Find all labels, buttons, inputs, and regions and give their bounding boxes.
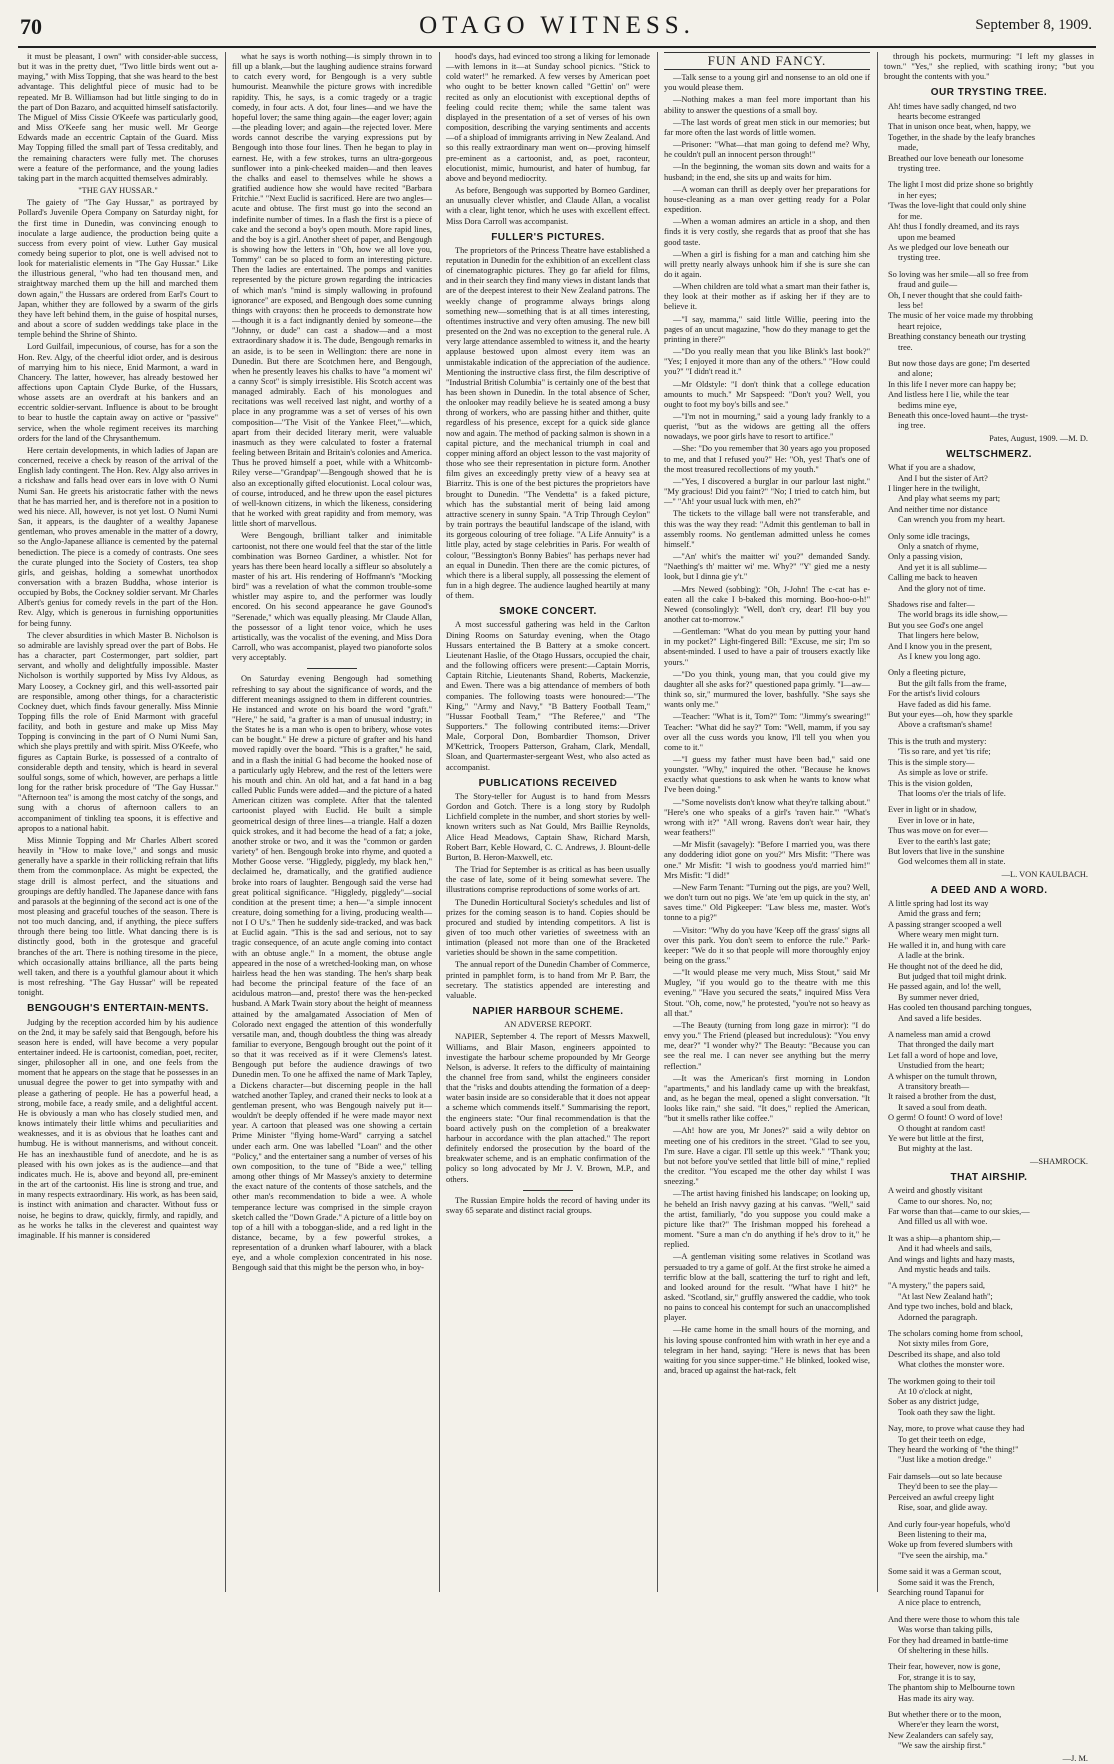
poem-line: bedims mine eye, <box>898 400 957 410</box>
column-rule <box>657 52 658 1592</box>
joke-item: —Mr Oldstyle: "I don't think that a college education amounts to much." Mr Sapspeed: "Don't you? Well, you ought to foot my boy's bills and see." <box>664 379 870 409</box>
section-heading: NAPIER HARBOUR SCHEME. <box>472 1006 624 1018</box>
poem-line: What clothes the monster wore. <box>898 1360 1005 1370</box>
poem-line: That thronged the daily mart <box>898 1040 994 1050</box>
poem-line: That looms o'er the trials of life. <box>898 788 1006 798</box>
poem-line: But your eyes—oh, how they sparkle <box>888 710 1013 720</box>
poem-weltschmerz <box>884 463 1094 868</box>
poem-line: Above a craftsman's shame! <box>898 720 993 730</box>
poem-line: This is the truth and mystery: <box>888 736 987 746</box>
article-paragraph: what he says is worth nothing—is simply thrown in to fill up a blank,—but the laughing audience strains forward to catch every word, for Bengough is a very subtle humourist. Meanwhile the picture grows with incredible rapidity. This, he says, is a comic tragedy or a tragic comedy, in four acts. A dot, four lines—and we have the hopeful lover; the same thing again—the eager lover; again—the pleading lover; and again—the rejected lover. Mere words cannot describe the varying expressions put by Bengough into those four lines. Then he began to play in earnest. He, with a few strokes, turns an ultra-gorgeous sunflower into a pink-cheeked maiden—and then leaves the chalks and easel to themselves while he shows a gratified audience how she would have recited "Barbara Fritchie." "Next Euclid is sacrificed. Here are two angles—acute and obtuse. The first must go into the second an indefinite number of times. In a flash the first is a piece of cake and the second a boy's open mouth. More rapid lines, and the boy is a girl. Another sheet of paper, and Bengough is showing how the letters in "Oh, how we all love you, Tommy" can be so placed to form an interesting picture. Then the ladies are entertained. The pomps and vanities represented by the picture grown regarding the intricacies of which man's "mind is simply wallowing in profound ignorance" are exposed, and Bengough does some cunning things with crayons: then he proceeds to demonstrate how—though it is a fact indignantly denied by someone—the "Johnny, or dude" can cast a shadow—and a most extraordinary shadow it is. The dude, Bengough remarks in an aside, is to be seen in Wellington: there are none in Dunedin. But there are Scotchmen here, and Bengough, when he presently leaves his chalks to have "a moment wi' a canny Scot" is simply irresistible. His Scotch accent was managed admirably. Each of his monologues and recitations was well received last night, and worthy of a place in any programme was a set of verses of his own composition—"The Visit of the Yankee Fleet,"—which, apart from their decided literary merit, were valuable inasmuch as they were calculated to foster a fraternal feeling between Britain and Britain's colonies and America. Thus he proved himself a poet, while with a Whitcomb-Riley verse—"Grandpap"—Bengough showed that he is also an exceptionally gifted elocutionist. Local colour was, of course, introduced, and he threw upon the easel pictures of well-known citizens, in which the likeness, considering that he worked with great rapidity and from memory, was little short of marvellous. <box>232 52 432 529</box>
poem-line: And filled us all with woe. <box>898 1217 988 1227</box>
article-paragraph: Judging by the reception accorded him by his audience on the 2nd, it may be safely said that Bengough, before his season here is ended, will have become a very popular entertainer indeed. He is cartoonist, comedian, poet, reciter, singer, philosopher all in one, and one feels from the moment that he appears on the stage that he possesses in an unusual degree the power to get into sympathy with and please a gathering of people. He has a powerful head, a strong, mobile face, a ready smile, and a delightful accent. He is obviously a man who has closely studied men, and knows intimately their little whims and peculiarities and weaknesses, and it is as obvious that he loathes cant and humbug. He is without mannerisms, and without conceit. He has an inexhaustible fund of anecdote, and he is as pleased with his own jokes as is the audience—and that indicates much. He is, above and beyond all, pre-eminent in the art of the cartoonist. His line is strong and true, and in many respects extraordinary. His work, as has been said, is instinct with animation and character. Without fuss or noise, he begins to draw, quickly, firmly, and rapidly, and as he works he talks in the cleverest and quaintest way imaginable. If his manner is considered <box>18 1017 218 1240</box>
poem-line: They'd been to see the play— <box>898 1482 998 1492</box>
poem-line: But judged that toil might drink. <box>898 971 1007 981</box>
poem-line: Some said it was a German scout, <box>888 1567 1002 1577</box>
section-heading: FULLER'S PICTURES. <box>491 231 605 243</box>
poem-signature: Pates, August, 1909. —M. D. <box>989 433 1088 443</box>
joke-item: —A woman can thrill as deeply over her preparations for house-cleaning as a man over getting ready for a Polar expedition. <box>664 184 870 215</box>
poem-line: "A mystery," the papers said, <box>888 1281 986 1291</box>
article-paragraph: The Russian Empire holds the record of having under its sway 65 separate and distinct racial groups. <box>446 1195 650 1215</box>
joke-item: —Ah! how are you, Mr Jones?" said a wily debtor on meeting one of his creditors in the street. "Glad to see you, I'm sure. Have a cigar. I'll settle up this week." "Thank you; but not before you've settled that little bill of mine," replied the creditor. "You escaped me the other day whilst I was sneezing." <box>664 1126 870 1187</box>
joke-item: —Mr Misfit (savagely): "Before I married you, was there any doddering idiot gone on you?" Mrs Misfit: "There was one." Mr Misfit: "I wish to goodness you'd married him!" Mrs Misfit: "I did!" <box>664 840 870 880</box>
poem-line: New Zealanders can safely say, <box>888 1730 994 1740</box>
article-paragraph: The Story-teller for August is to hand from Messrs Gordon and Gotch. There is a long story by Rudolph Lichfield complete in the number, and short stories by well-known writers such as Nat Gould, Mrs Baillie Reynolds, Alice Head Meadows, Captain Shaw, Richard Marsh, Robert Barr, Keble Howard, C. C. Andrews, J. Blount-delle Burton, B. Heron-Maxwell, etc. <box>446 791 650 862</box>
article-paragraph: The annual report of the Dunedin Chamber of Commerce, printed in pamphlet form, is to hand from Mr P. Barr, the secretary. The statistics appended are interesting and valuable. <box>446 960 650 1000</box>
poem-line: The workmen going to their toil <box>888 1376 996 1386</box>
poem-line: And I know you in the present, <box>888 641 992 651</box>
poem-line: And saved a life besides. <box>898 1013 982 1023</box>
poem-line: The light I most did prize shone so brightly <box>888 180 1034 190</box>
joke-item: —Teacher: "What is it, Tom?" Tom: "Jimmy's swearing!" Teacher: "What did he say?" Tom: "Well, mamm, if you say over all the cuss words you know, I'll tell you when you come to it." <box>664 712 870 752</box>
poem-line: Beneath this once-loved haunt—the tryst- <box>888 411 1029 420</box>
poem-line: Ah! times have sadly changed, nd two <box>888 101 1017 111</box>
poem-line: Ah! thus I fondly dreamed, and its rays <box>888 222 1020 232</box>
joke-item: —Nothing makes a man feel more important than his ability to answer the questions of a small boy. <box>664 95 870 115</box>
poem-deed-and-word <box>884 899 1094 1155</box>
poem-line: A nameless man amid a crowd <box>888 1029 991 1039</box>
poem-line: 'Tis so rare, and yet 'tis rife; <box>898 747 991 757</box>
article-paragraph: The proprietors of the Princess Theatre have established a reputation in Dunedin for the exhibition of an excellent class of cinematographic pictures. They go far afield for films, and in their search they find many views in distant lands that are of the deepest interest to their New Zealand patrons. The weekly change of programme always brings along something new—something that is at all times interesting, oftentimes instructive and very often amusing. The new bill presented on the 2nd was no exception to the general rule. A very large attendance assembled to witness it, and the hearty applause bestowed upon almost every item was an unmistakable indication of the appreciation of the audience. Mentioning the instructive class first, the film descriptive of "Industrial British Columbia" is certainly one of the best that has been shown in Dunedin. In the total absence of Scher, the onlooker may readily believe he is seated among a busy throng of workers, who are passing hither and thither, quite regardless of his presence, except for a quick side glance now and again. The method of packing salmon is shown in a capital picture, and the mechanical triumph in coal and copper mining afford an object lesson to the vast majority of those who see their representation in picture form. Another film gives an exceedingly pretty view of a heavy sea at Biarritz. This is one of the best pictures the proprietors have brought to Dunedin. "The Vendetta" is a faked picture, which has the substantial merit of being laid among attractive scenery in sunny Spain. "A Trip Through Ceylon" by train portrays the beautiful landscape of the island, with its gorgeous colouring of tree foliage. "A Life Annuity" is a little play, acted by stage celebrities in Paris. For wealth of colour, "Bessington's Bonny Babies" has perhaps never had an equal in Dunedin. Then there are the comic pictures, of which there is a liberal supply, all possessing the element of fun in a high degree. The audience laughed heartily at many of them. <box>446 245 650 601</box>
poem-line: And wings and lights and hazy masts, <box>888 1254 1015 1264</box>
poem-line: But now those days are gone; I'm deserted <box>888 358 1030 368</box>
poem-line: To get their teeth on edge, <box>898 1434 986 1444</box>
poem-that-airship <box>884 1186 1094 1752</box>
poem-line: A whisper on the tumult thrown, <box>888 1071 997 1081</box>
poem-line: But you see God's one angel <box>888 620 984 630</box>
joke-item: —A gentleman visiting some relatives in Scotland was persuaded to try a game of golf. At the first stroke he aimed a terrific blow at the ball, scattering the turf to right and left, and looked around for the result. "What have I hit?" he asked. "Scotland, sir," gruffly answered the caddie, who took no pains to conceal his contempt for such an unaccomplished player. <box>664 1252 870 1323</box>
article-paragraph: The Triad for September is as critical as has been usually the case of late, some of it being somewhat severe. The illustrations comprise reproductions of some works of art. <box>446 865 650 895</box>
section-subhead: AN ADVERSE REPORT. <box>504 1020 592 1030</box>
poem-line: Only a fleeting picture, <box>888 668 966 678</box>
poem-line: This is the simple story— <box>888 757 975 767</box>
poem-line: Ever to the earth's last gate; <box>898 836 991 846</box>
poem-line: tree. <box>898 342 913 352</box>
poem-line: Rise, soar, and glide away. <box>898 1503 988 1513</box>
article-paragraph: The clever absurdities in which Master B. Nicholson is so admirable are lavishly spread over the part of Bobs. He has a character, part Costermonger, part soldier, part servant, and wholly and delightfully impossible. Master Nicholson is worthily supported by Miss Ivy Aldous, as Mary Loosey, a Cockney girl, and this well-assorted pair are responsible, among other things, for a characteristic Cockney duet, which finds favour generally. Miss Minnie Topping fills the role of Enid Marmont with graceful facility, and both in gesture and make up Miss May Topping is convincing in the part of O Numi Numi San, which she plays prettily and with spirit. Miss O'Keefe, who figures as Captain Burke, is possessed of a contralto of considerable depth and tensity, which is heard in several soulful songs, some of which, however, are perhaps a little long for the rather brisk procedure of "The Gay Hussar." "Afternoon tea" is among the most catchy of the songs, and sung with a chorus of afternoon callers to an accompaniment of tinkling tea spoons, it is effective and apropos to a national habit. <box>18 630 218 833</box>
poem-line: But whether there or to the moon, <box>888 1710 1002 1719</box>
article-paragraph: Lord Guilfail, impecunious, of course, has for a son the Hon. Rev. Algy, of the cheerful idiot order, and is desirous of marrying him to his niece, Enid Marmont, a ward in Chancery. The latter, however, has already bestowed her affections upon Captain Clyde Burke, of the Hussars, whose assets are an overdraft at his bankers and an eccentric soldier-servant. Influence is about to be brought to bear to hustle the captain away on active or "passive" service, when the whole regiment receives its marching orders for the land of the Chrysanthemum. <box>18 342 218 443</box>
poem-line: heart rejoice, <box>898 321 942 331</box>
poem-trysting-tree <box>884 102 1094 432</box>
page-number: 70 <box>20 14 42 39</box>
poem-line: A ladle at the brink. <box>898 951 965 961</box>
joke-item: —Gentleman: "What do you mean by putting your hand in my pocket?" Light-fingered Bill: "Excuse, me sir; I'm so absent-minded. I used to have a pair of trousers exactly like yours." <box>664 627 870 667</box>
article-paragraph: As before, Bengough was supported by Borneo Gardiner, an unusually clever whistler, and Claude Allan, a vocalist with a clear, light tenor, which he uses with excellent effect. Miss Dora Carroll was accompanist. <box>446 186 650 226</box>
poem-line: But the gilt falls from the frame, <box>898 678 1007 688</box>
poem-line: The world brags its idle show,— <box>898 610 1008 620</box>
poem-line: And mystic heads and tails. <box>898 1264 991 1274</box>
section-subhead: "THE GAY HUSSAR." <box>78 186 158 196</box>
poem-line: for me. <box>898 211 923 221</box>
column-2 <box>232 52 432 1592</box>
poem-line: Let fall a word of hope and love, <box>888 1050 998 1060</box>
poem-line: Searching round Tapanui for <box>888 1587 984 1597</box>
column-rule <box>877 52 878 1592</box>
poem-line: The scholars coming home from school, <box>888 1329 1023 1338</box>
column-rule <box>225 52 226 1592</box>
poem-line: fraud and guile— <box>898 280 958 290</box>
poem-line: It saved a soul from death. <box>898 1102 987 1112</box>
joke-item: —"Do you think, young man, that you could give my daughter all she asks for?" questioned papa grimly. "I—aw—think so, sir," murmured the lover, bashfully. "She says she wants only me." <box>664 669 870 710</box>
poem-line: But mighty at the last. <box>898 1144 973 1154</box>
poem-line: For the artist's livid colours <box>888 689 980 699</box>
poem-line: Calling me back to heaven <box>888 573 978 583</box>
joke-item: —"I'm not in mourning," said a young lady frankly to a querist, "but as the widows are getting all the offers nowadays, we poor girls have to resort to artifice." <box>664 412 870 442</box>
poem-line: "At last New Zealand hath"; <box>898 1291 993 1301</box>
poem-line: O thought at random cast! <box>898 1123 986 1133</box>
poem-line: Where'er they learn the worst, <box>898 1720 999 1730</box>
column-3 <box>446 52 650 1592</box>
poem-line: And play what seems my part; <box>898 494 1001 504</box>
poem-line: It raised a brother from the dust, <box>888 1092 997 1102</box>
joke-item: —The Beauty (turning from long gaze in mirror): "I do envy you." The Friend (pleased but incredulous): "You envy me, dear?" "I wonder why?" The Beauty: "Because you can see the real me. I can never see anything but the merry reflection." <box>664 1020 870 1071</box>
column-1 <box>18 52 218 1592</box>
poem-line: For they had dreamed in battle-time <box>888 1635 1009 1645</box>
poem-title: WELTSCHMERZ. <box>946 448 1032 460</box>
poem-line: Thus was move on for ever— <box>888 826 988 836</box>
poem-signature: —J. M. <box>1062 1753 1088 1763</box>
poem-line: Their fear, however, now is gone, <box>888 1662 1001 1672</box>
poem-line: And listless here I lie, while the tear <box>888 390 1009 400</box>
poem-line: This is the vision golden, <box>888 778 973 788</box>
joke-item: —"Yes, I discovered a burglar in our parlour last night." "My gracious! Did you faint?" "No; I tried to catch him, but—" "Ah! your usual luck with men, eh?" <box>664 476 870 507</box>
newspaper-page <box>18 10 1096 1763</box>
poem-line: He passed again, and lo! the well, <box>888 982 1002 992</box>
poem-line: Where weary men might turn. <box>898 930 999 940</box>
joke-item: through his pockets, murmuring: "I left my glasses in town." "Yes," she replied, with scathing irony; "but you brought the contents with you." <box>884 52 1094 82</box>
poem-line: A little spring had lost its way <box>888 899 989 909</box>
poem-line: Came to our shores. No, no; <box>898 1196 993 1206</box>
poem-line: made, <box>898 143 919 153</box>
poem-line: Woke up from fevered slumbers with <box>888 1540 1013 1550</box>
article-paragraph: On Saturday evening Bengough had something refreshing to say about the significance of words, and the different meanings assigned to them in different countries. He instanced and wrote on his board the word "graft." "Here," he said, "a grafter is a man of unusual industry; in the States he is a man who is open to bribery, whose votes can be bought." He drew a picture of grafter and his hand moved rapidly over the board. "This is a grafter," he said, and in a flash the initial G had become the hooked nose of a particularly ugly Hebrew, and the rest of the letters were his mouth and chin. An old hat, and a fat hand in a bag called Public Funds were added—and the picture of a hated American citizen was complete. After that the talented cartoonist played with Euclid. He built a simple geometrical design of three lines—a triangle. Half a dozen quick strokes, and it had become the head of a fat; a joke, another stroke or two, and it was the "common or garden variety" of hen. Bengough broke into rhyme, and quoted a Mother Goose verse. "Higgledy, piggledy, my black hen," declaimed he, dramatically, and the gratified audience broke into roars of laughter. Bengough said the verse had great political significance. "Higgledy, piggledy"—social condition at the present time; a hen—"a simple innocent creature, doing something for a living, producing wealth—not I O U's." Then he suddenly side-tracked, and was back at Euclid again. "This is the sad and serious, not to say tragic consequence, of an acute angle coming into contact with an obtuse angle." In a moment, the obtuse angle appeared in the nose of a wretched-looking man, on whose hairless head the hen was standing. The hen's sharp beak had become the principal feature of the face of an acidulous matron—and, presto! there was the hen-pecked husband. A Mark Twain story about the height of meanness attained by the amalgamated Association of Men of Colorado next engaged the attention of this wonderfully versatile man, and, though doubtless the thing was already familiar to everyone, Bengough brought out the point of it so that it was received as if it were Clemens's latest. Bengough put before the audience drawings of two Dunedin men. To one he affixed the name of Mark Tapley, a Dickens character—but discerning people in the hall watched another Tapley, and craned their necks to look at a gentleman present, who was Bengough naively put it—wouldn't be deeply offended if he were made mayor next year. A cartoon that pleased was one showing a certain Prime Minister "flying home-Ward" carrying a satchel under each arm. One was labelled "Loan" and the other "Policy," and the entertainer sang a number of verses of his own composition, to the tune of "Bide a wee," telling among other things of Mr Massey's anxiety to determine the exact nature of the contents of those satchels, and the other man's recommendation to bide a wee. A whole temperance lecture was comprised in the simple crayon sketch called the "Down Grade." A picture of a little boy on top of a hill with a toboggan-slide, and a red light in the distance, became, by a few powerful strokes, a representation of a drunken wharf labourer, with a black eye, and a whole complexion concentrated in his nose. Bengough said that this might be the person who, in boy- <box>232 674 432 1273</box>
poem-line: And curly four-year hopefuls, who'd <box>888 1519 1011 1529</box>
poem-line: in her eyes; <box>898 190 937 200</box>
poem-line: Has cooled ten thousand parching tongues, <box>888 1003 1032 1013</box>
divider <box>307 668 357 669</box>
joke-item: —In the beginning, the woman sits down and waits for a husband; in the end, she sits up and waits for him. <box>664 162 870 182</box>
poem-line: And I but the sister of Art? <box>898 473 988 483</box>
joke-item: —New Farm Tenant: "Turning out the pigs, are you? Well, we don't turn out no pigs. We 'ate 'em up quick in the sty, an' saves time." Old Pigkeeper: "Law bless me, master. Wot's tonne to a pig?" <box>664 882 870 923</box>
joke-item: —When a woman admires an article in a shop, and then finds it is very costly, she regards that as proof that she has good taste. <box>664 217 870 247</box>
poem-line: Together, in the shade by the leafy branches <box>888 132 1035 142</box>
poem-line: Only some idle tracings, <box>888 531 970 541</box>
poem-line: As I knew you long ago. <box>898 652 981 662</box>
poem-line: Not sixty miles from Gore, <box>898 1339 989 1349</box>
poem-line: "I've seen the airship, ma." <box>898 1550 988 1560</box>
joke-item: —He came home in the small hours of the morning, and his loving spouse confronted him with wrath in her eye and a telegram in her hand, saying: "Here is news that has been waiting for you since supper-time." He blinked, looked wise, and, braced up against the hat-rack, felt <box>664 1325 870 1376</box>
poem-line: It was a ship—a phantom ship,— <box>888 1233 1001 1243</box>
poem-line: The music of her voice made my throbbing <box>888 311 1033 321</box>
joke-item: —When a girl is fishing for a man and catching him she will pretty nearly always unhook him if she is sure she can do it again. <box>664 249 870 279</box>
column-4 <box>664 52 870 1592</box>
joke-item: The tickets to the village ball were not transferable, and this was the way they read: "Admit this gentleman to ball in assembly rooms. No gentleman admitted unless he comes himself." <box>664 509 870 549</box>
poem-line: Took oath they saw the light. <box>898 1407 996 1417</box>
article-paragraph: it must be pleasant, I own" with consider-able success, but it was in the pretty duet, "Two little birds went out a-maying," with Miss Topping, that she was heard to the best advantage. This delightful piece of music had to be repeated. Mr B. Williamson had but little singing to do in the part of Don Bazaro, and acquitted himself satisfactorily. The Miguel of Miss Cissie O'Keefe was particularly good, and Miss O'Keefe sang her music well. Mr George Edwards made an eccentric Captain of the Guard. Miss May Topping filled the small part of Tessa creditably, and the remaining characters were fully met. The choruses were a feature of the performance, and the young ladies taking part in the march acquitted themselves admirably. <box>18 52 218 183</box>
poem-line: That lingers here below, <box>898 631 979 641</box>
poem-line: Shadows rise and falter— <box>888 600 975 609</box>
poem-line: Breathing constancy beneath our trysting <box>888 332 1026 342</box>
poem-line: O germ! O fount! O word of love! <box>888 1113 1003 1123</box>
poem-line: Unstudied from the heart; <box>898 1061 985 1071</box>
poem-line: He walled it in, and hung with care <box>888 940 1006 950</box>
joke-item: —Mrs Newed (sobbing): "Oh, J-John! The c-cat has e-eaten all the cake I b-baked this morning. Boo-hoo-o-h!" Newed (consolingly): "Well, don't cry, dear! I'll buy you another cat to-morrow." <box>664 584 870 624</box>
joke-item: —"I guess my father must have been bad," said one youngster. "Why," inquired the other. "Because he knows exactly what questions to ask when he wants to know what I've been doing." <box>664 755 870 795</box>
joke-item: —"It would please me very much, Miss Stout," said Mr Mugley, "if you would go to the theatre with me this evening." "Have you secured the seats," inquired Miss Vera Stout. "Oh, come, now," he protested, "you're not so heavy as all that." <box>664 968 870 1018</box>
joke-item: —It was the American's first morning in London "apartments," and his landlady came up with the breakfast, and, as he began the meal, opened a slight conversation. "It looks like rain," she said. "It does," replied the American, "but it smells rather like coffee." <box>664 1073 870 1124</box>
joke-item: —"Some novelists don't know what they're talking about." "Here's one who speaks of a girl's 'raven hair.'" "What's wrong with it?" "All wrong. Ravens don't wear hair, they wear feathers!" <box>664 797 870 838</box>
poem-line: God welcomes them all in state. <box>898 857 1006 867</box>
poem-line: 'Twas the love-light that could only shine <box>888 201 1027 211</box>
poem-line: Oh, I never thought that she could faith- <box>888 290 1023 300</box>
poem-line: Only a passing vision, <box>888 552 963 562</box>
poem-line: I linger here in the twilight, <box>888 483 981 493</box>
poem-line: A nice place to entrench, <box>898 1598 982 1608</box>
column-rule <box>439 52 440 1592</box>
poem-signature: —SHAMROCK. <box>1030 1156 1088 1166</box>
article-paragraph: A most successful gathering was held in the Carlton Dining Rooms on Saturday evening, when the Otago Hussars entertained the B Battery at a smoke concert. Lieutenant Haslie, of the Otago Hussars, occupied the chair, and the following officers were present:—Captain Morris, Captain Ritchie, Lieutenants Shand, Roberts, Mackenzie, and Ewen. There was a big attendance of members of both companies. The following toasts were honoured:—"The King," "Army and Navy," "B Battery Football Team," "Hussar Football Team," "The Referee," and "The Supporters." The following contributed items:—Driver Male, Corporal Don, Bombardier Thomson, Driver M'Kettrick, Troopers Patterson, Graham, Clark, Mendall, Sloan, and Quartermaster-sergeant West, who also acted as accompanist. <box>446 620 650 772</box>
joke-item: —"I say, mamma," said little Willie, peering into the pages of an uncut magazine, "how do they manage to get the printing in there?" <box>664 314 870 344</box>
poem-line: "We saw the airship first." <box>898 1741 986 1751</box>
poem-line: He thought not of the deed he did, <box>888 961 1003 971</box>
columns <box>18 52 1096 1763</box>
poem-line: As simple as love or strife. <box>898 768 988 778</box>
poem-title: THAT AIRSHIP. <box>950 1171 1028 1183</box>
poem-line: A weird and ghostly visitant <box>888 1186 983 1196</box>
joke-item: —"An' whit's the maitter wi' you?" demanded Sandy. "Naething's th' maitter wi' me. Why?" "Y' gied me a nesty look, but I dinna gie y't." <box>664 552 870 582</box>
poem-line: hearts become estranged <box>898 112 981 122</box>
poem-line: "Just like a motion dredge." <box>898 1455 992 1465</box>
article-paragraph: Here certain developments, in which ladies of Japan are concerned, receive a check by reason of the arrival of the English lady contingent. The Hon. Rev. Algy also arrives in a rickshaw and falls head over ears in love with O Numi Numi San. He greets his aristocratic father with the news that he has married her, and is therefore not in a position to wed his niece. All, however, is not yet lost. O Numi Numi San, it appears, is the daughter of a wealthy Japanese gentleman, who proves amenable in the matter of a dowry, so the Anglo-Japanese alliance is cemented by the paternal benediction. The piece is a comedy of contrasts. One sees the curate plunged into the Society of Costers, tea shop girls, and geishas, holding a somewhat unorthodox conversation with a brazen Buddha, whose interior is occupied by Bobs, the Cockney soldier servant. Mr Charles Albert's genius for comedy revels in the part of the Hon. Rev. Algy, which is generous in furnishing opportunities for being funny. <box>18 445 218 628</box>
article-paragraph: The Dunedin Horticultural Society's schedules and list of prizes for the coming season is to hand. Copies should be procured and studied by intending competitors. A list is given of too much other varieties of sweetness with an intimation (pleased not more than one of the Bracketed varieties should be shown in the same competition. <box>446 897 650 958</box>
poem-line: Have faded as did his fame. <box>898 699 992 709</box>
joke-item: —Prisoner: "What—that man going to defend me? Why, he couldn't pull an innocent person through!" <box>664 140 870 160</box>
issue-date: September 8, 1909. <box>975 17 1092 33</box>
poem-line: Been listening to their ma, <box>898 1529 987 1539</box>
poem-line: Breathed our love beneath our lonesome <box>888 153 1024 163</box>
section-heading: SMOKE CONCERT. <box>499 606 597 618</box>
poem-title: OUR TRYSTING TREE. <box>930 87 1048 99</box>
section-heading: FUN AND FANCY. <box>664 52 870 70</box>
poem-line: Some said it was the French, <box>898 1577 995 1587</box>
poem-line: So loving was her smile—all so free from <box>888 269 1029 279</box>
poem-line: trysting tree. <box>898 164 941 174</box>
poem-line: and alone; <box>898 369 933 379</box>
joke-item: —The last words of great men stick in our memories; but far more often the last words of little women. <box>664 117 870 137</box>
poem-line: At 10 o'clock at night, <box>898 1387 973 1397</box>
poem-line: Ever in light or in shadow, <box>888 805 977 815</box>
poem-line: And there were those to whom this tale <box>888 1614 1020 1624</box>
poem-line: Of sheltering in these hills. <box>898 1645 989 1655</box>
poem-line: The phantom ship to Melbourne town <box>888 1683 1015 1693</box>
poem-line: That in unison once beat, when, happy, we <box>888 122 1031 132</box>
poem-line: And type two inches, bold and black, <box>888 1302 1013 1312</box>
article-paragraph: Miss Minnie Topping and Mr Charles Albert scored heavily in "How to make love," and songs and music generally have a sparkle in their rollicking refrain that lifts them from the commonplace. As might be expected, the stage drill is almost perfect, and the situations and groupings are deftly handled. The Japanese dance with fans and parasols at the beginning of the second act is one of the most pleasing and graceful touches of the season. There is not too much dancing, and, if anything, the piece suffers through there being too little. What dancing there is is distinctly good, both in the grotesque and graceful branches of the art. There is nothing tiresome in the piece, which occasionally attains brilliance, all the parts being well taken, and there is a youthful glamour about it which is most refreshing. "The Gay Hussar" will be repeated tonight. <box>18 835 218 998</box>
section-heading: BENGOUGH'S ENTERTAIN-MENTS. <box>27 1003 209 1015</box>
poem-line: Was worse than taking pills, <box>898 1625 993 1635</box>
poem-line: Sober as any district judge, <box>888 1397 979 1407</box>
joke-item: —"Do you really mean that you like Blink's last book?" "Yes; I enjoyed it more than any of the others." "How could you?" "I didn't read it." <box>664 347 870 377</box>
joke-item: —Talk sense to a young girl and nonsense to an old one if you would please them. <box>664 73 870 93</box>
article-paragraph: Were Bengough, brilliant talker and inimitable cartoonist, not there one would feel that the star of the little combination was Borneo Gardiner, a whistler. Not for years has there been heard locally a siffleur so absolutely a master of his art. His rendering of Hoffmann's "Mocking bird" was a revelation of what the common trouble-some whistler may aspire to, and the performer was loudly encored. On his second appearance he gave Gounod's "Serenade," which was equally pleasing. Mr Claude Allan, the possessor of a light tenor voice, which he uses artistically, was the vocalist of the evening, and Miss Dora Carroll, who was accompanist, played two pianoforte solos very acceptably. <box>232 531 432 663</box>
poem-line: upon me beamed <box>898 232 956 242</box>
poem-line: ing tree. <box>898 421 926 431</box>
poem-line: Only a snatch of rhyme, <box>898 541 979 551</box>
poem-line: In this life I never more can happy be; <box>888 379 1016 389</box>
poem-line: Described its shape, and also told <box>888 1349 1001 1359</box>
poem-line: And neither time nor distance <box>888 504 988 514</box>
joke-item: —The artist having finished his landscape; on looking up, he beheld an Irish navvy gazing at his canvas. "Well," said the artist, familiarly, "do you suppose you could make a picture like that?" The Irishman mopped his forehead a moment. "Sure a man c'n do anything if he's drov to it," he replied. <box>664 1189 870 1250</box>
poem-line: But lovers that live in the sunshine <box>888 846 1005 856</box>
article-paragraph: NAPIER, September 4. The report of Messrs Maxwell, Williams, and Blair Mason, engineers appointed to investigate the harbour scheme propounded by Mr George Nelson, is adverse. It refers to the difficulty of maintaining the channel free from sand, whilst the engineers consider that the "risks and doubts attending the formation of a deep-water basin inside are so considerable that it does not appear a scheme which commends itself." Summarising the report, the engineers state: "Our final recommendation is that the board actively push on the completion of a breakwater harbour in accordance with the plan attached." The report definitely endorsed the prosecution by the board of the breakwater scheme, and is an emphatic confirmation of the policy so long advocated by Mr J. V. Brown, M.P., and others. <box>446 1032 650 1184</box>
column-5 <box>884 52 1094 1763</box>
poem-line: A transitory breath— <box>898 1081 970 1091</box>
poem-line: Far worse than that—came to our skies,— <box>888 1206 1030 1216</box>
poem-line: Ever in love or in hate, <box>898 815 975 825</box>
joke-item: —She: "Do you remember that 30 years ago you proposed to me, and that I refused you?" He: "Oh, yes! That's one of the most treasured recollections of my youth." <box>664 444 870 474</box>
masthead <box>18 10 1096 48</box>
poem-line: Amid the grass and fern; <box>898 909 981 919</box>
newspaper-title: OTAGO WITNESS. <box>419 12 695 39</box>
poem-line: Can wrench you from my heart. <box>898 515 1005 525</box>
poem-line: A passing stranger scooped a well <box>888 919 1002 929</box>
poem-line: And it had wheels and sails, <box>898 1244 992 1254</box>
section-heading: PUBLICATIONS RECEIVED <box>478 777 618 789</box>
poem-line: They heard the working of "the thing!" <box>888 1445 1019 1455</box>
poem-line: Adorned the paragraph. <box>898 1312 978 1322</box>
poem-line: Ye were but little at the first, <box>888 1134 984 1143</box>
poem-line: And yet it is all sublime— <box>898 562 987 572</box>
poem-line: trysting tree. <box>898 253 941 263</box>
poem-line: Fair damsels—out so late because <box>888 1471 1002 1481</box>
joke-item: —When children are told what a smart man their father is, they look at their mother as if asking her if they are to believe it. <box>664 282 870 312</box>
poem-line: And the glory not of time. <box>898 583 986 593</box>
article-paragraph: The gaiety of "The Gay Hussar," as portrayed by Pollard's Juvenile Opera Company on Saturday night, for the first time in Dunedin, was convincing enough to inoculate a large audience, the production being quite a success from every point of view. Luther Gay musical comedy being superior to plot, one is well advised not to look for materialistic elements in "The Gay Hussar." Like the illustrious general, "who had ten thousand men, and straightway marched them up the hill and marched them down again," the Hussars are ordered from Earl's Court to Japan, whither they are followed by a swarm of the girls they have left behind them, in the guise of hospital nurses, and about a score of sudden weddings take place in the temple behind the Shrine of Shinto. <box>18 198 218 340</box>
poem-line: Perceived an awful creepy light <box>888 1492 995 1502</box>
poem-line: As we pledged our love beneath our <box>888 242 1009 252</box>
poem-line: By summer never dried, <box>898 992 979 1002</box>
poem-title: A DEED AND A WORD. <box>930 884 1048 896</box>
article-paragraph: hood's days, had evinced too strong a liking for lemonade—with lemons in it—at Sunday school picnics. "Stick to cold water!" he remarked. A few verses by American poet who ought to be better known called "Gettin' on" were recited as only an elocutionist with exceptional depths of feeling could recite them; while the same talent was displayed in the presentation of a set of verses of his own composition, describing the varying sentiments and accents—of a shipload of immigrants arriving in New Zealand. And so this really extraordinary man went on—proving himself pre-eminent as a cartoonist, and, as poet, raconteur, elocutionist, mimic, humourist, and hater of humbug, far above and beyond mediocrity. <box>446 52 650 183</box>
poem-signature: —L. VON KAULBACH. <box>1001 869 1088 879</box>
poem-line: Has made its airy way. <box>898 1693 974 1703</box>
divider <box>523 1190 573 1191</box>
poem-line: For, strange it is to say, <box>898 1672 976 1682</box>
poem-line: Nay, more, to prove what cause they had <box>888 1424 1025 1434</box>
poem-line: less be! <box>898 300 924 310</box>
poem-line: What if you are a shadow, <box>888 463 976 473</box>
joke-item: —Visitor: "Why do you have 'Keep off the grass' signs all over this park. You don't seem to enforce the rule." Park-keeper: "We do it so that people will more thoroughly enjoy being on the grass." <box>664 925 870 965</box>
